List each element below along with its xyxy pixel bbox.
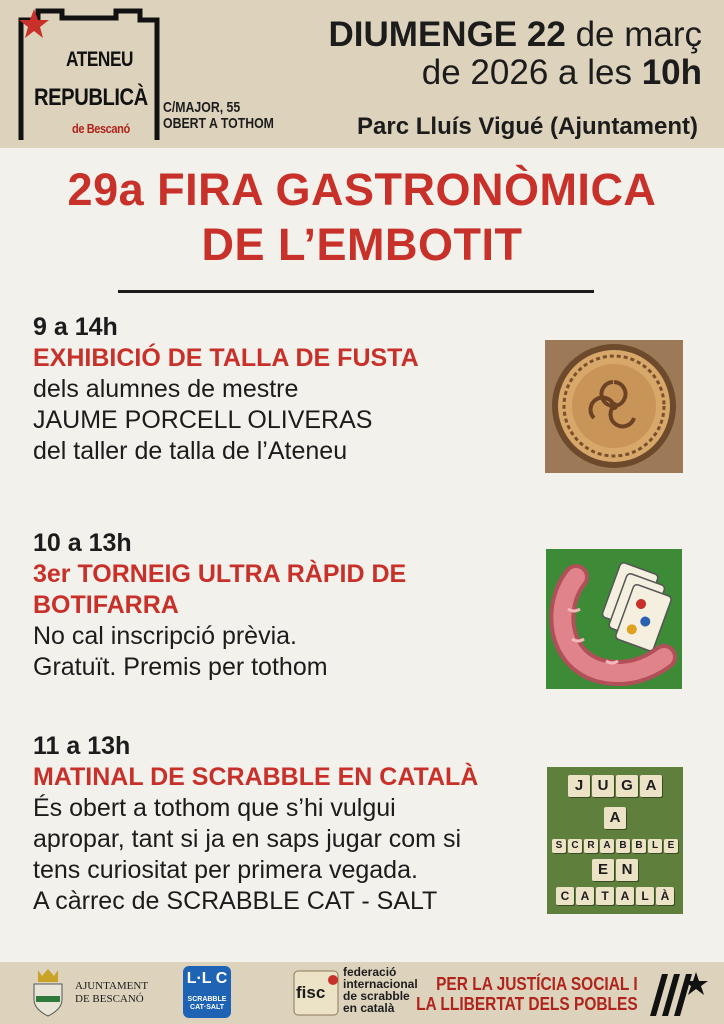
date-time: 10h [641, 53, 702, 92]
date-year: de 2026 a les [421, 53, 632, 92]
ateneu-logo [18, 8, 160, 142]
lc-logo-text [183, 996, 231, 1012]
scrabble-tile: N [616, 859, 638, 881]
scrabble-tile: A [600, 839, 614, 853]
woodcarving-image [545, 340, 683, 473]
tile-row-scrabble [547, 839, 683, 853]
scrabble-tile: E [592, 859, 614, 881]
slogan-line2: LA LLIBERTAT DELS POBLES [416, 994, 638, 1014]
event-scrabble [33, 731, 533, 917]
date-day: 22 [526, 15, 566, 54]
scrabble-tile: R [584, 839, 598, 853]
scrabble-tile: A [604, 807, 626, 829]
event-desc-line: Gratuït. Premis per tothom [33, 653, 328, 681]
fisc-line2: internacional [343, 977, 418, 991]
scrabble-tile: À [656, 887, 674, 905]
fisc-logo-word: fisc [296, 983, 326, 1002]
estelada-star-icon [648, 968, 710, 1018]
scrabble-tile: B [632, 839, 646, 853]
scrabble-tile: L [636, 887, 654, 905]
scrabble-cat-salt-logo [183, 966, 231, 1018]
main-title-line2: DE L’EMBOTIT [201, 219, 523, 270]
venue: Parc Lluís Vigué (Ajuntament) [357, 113, 698, 140]
address [163, 100, 274, 132]
event-name: EXHIBICIÓ DE TALLA DE FUSTA [33, 344, 419, 372]
event-desc-line: tens curiositat per primera vegada. [33, 856, 418, 884]
lc-logo-line2: CAT·SALT [190, 1004, 224, 1011]
lc-logo-line1: SCRABBLE [187, 996, 227, 1003]
scrabble-tile: C [568, 839, 582, 853]
tile-row-en [547, 859, 683, 881]
scrabble-tile: L [648, 839, 662, 853]
header-banner [0, 0, 724, 148]
ajuntament-crest-icon [30, 966, 66, 1018]
event-name: 3er TORNEIG ULTRA RÀPID DE [33, 560, 407, 588]
ajuntament-line1: AJUNTAMENT [75, 980, 149, 992]
event-desc-line: del taller de talla de l’Ateneu [33, 437, 348, 465]
ajuntament-logo-text [75, 980, 148, 1006]
address-open: OBERT A TOTHOM [163, 115, 274, 132]
scrabble-tile: U [592, 775, 614, 797]
event-date [329, 16, 702, 54]
fisc-text [343, 966, 418, 1014]
event-year-time [422, 54, 702, 92]
fisc-line1: federació [343, 965, 397, 979]
event-name: MATINAL DE SCRABBLE EN CATALÀ [33, 763, 479, 791]
fisc-line4: en català [343, 1001, 395, 1015]
scrabble-tile: A [616, 887, 634, 905]
event-desc-line: A càrrec de SCRABBLE CAT - SALT [33, 887, 438, 915]
event-desc-line: JAUME PORCELL OLIVERAS [33, 406, 373, 434]
main-title-line1: 29a FIRA GASTRONÒMICA [67, 164, 657, 215]
ajuntament-line2: DE BESCANÓ [75, 993, 144, 1005]
event-time: 10 a 13h [33, 529, 132, 557]
event-time: 11 a 13h [33, 732, 131, 760]
date-weekday: DIUMENGE [328, 15, 518, 54]
botifarra-image [546, 549, 682, 689]
lc-logo-letters: L·L C [186, 970, 228, 987]
scrabble-tile: C [556, 887, 574, 905]
event-desc-line: És obert a tothom que s’hi vulgui [33, 794, 396, 822]
slogan [416, 974, 638, 1014]
event-botifarra [33, 528, 533, 683]
title-divider [118, 290, 594, 293]
scrabble-tile: S [552, 839, 566, 853]
logo-line2: REPUBLICÀ [34, 84, 148, 111]
fisc-line3: de scrabble [343, 989, 410, 1003]
slogan-line1: PER LA JUSTÍCIA SOCIAL I [436, 974, 638, 994]
logo-line1: ATENEU [66, 48, 134, 71]
scrabble-tile: A [640, 775, 662, 797]
tile-row-juga [547, 775, 683, 797]
scrabble-tile: E [664, 839, 678, 853]
event-desc-line: apropar, tant si ja en saps jugar com si [33, 825, 462, 853]
scrabble-tile: T [596, 887, 614, 905]
scrabble-tile: B [616, 839, 630, 853]
tile-row-a [547, 807, 683, 829]
red-star-icon [18, 8, 50, 40]
scrabble-tile: A [576, 887, 594, 905]
footer-sponsors [0, 962, 724, 1024]
date-month: de març [575, 15, 702, 54]
event-desc-line: dels alumnes de mestre [33, 375, 299, 403]
scrabble-image [547, 767, 683, 914]
tile-row-catala [547, 887, 683, 905]
event-time: 9 a 14h [33, 313, 118, 341]
event-woodcarving [33, 312, 533, 467]
scrabble-tile: J [568, 775, 590, 797]
logo-line3: de Bescanó [72, 121, 130, 136]
address-street: C/MAJOR, 55 [163, 99, 241, 116]
event-name: BOTIFARRA [33, 591, 179, 619]
event-desc-line: No cal inscripció prèvia. [33, 622, 297, 650]
scrabble-tile: G [616, 775, 638, 797]
